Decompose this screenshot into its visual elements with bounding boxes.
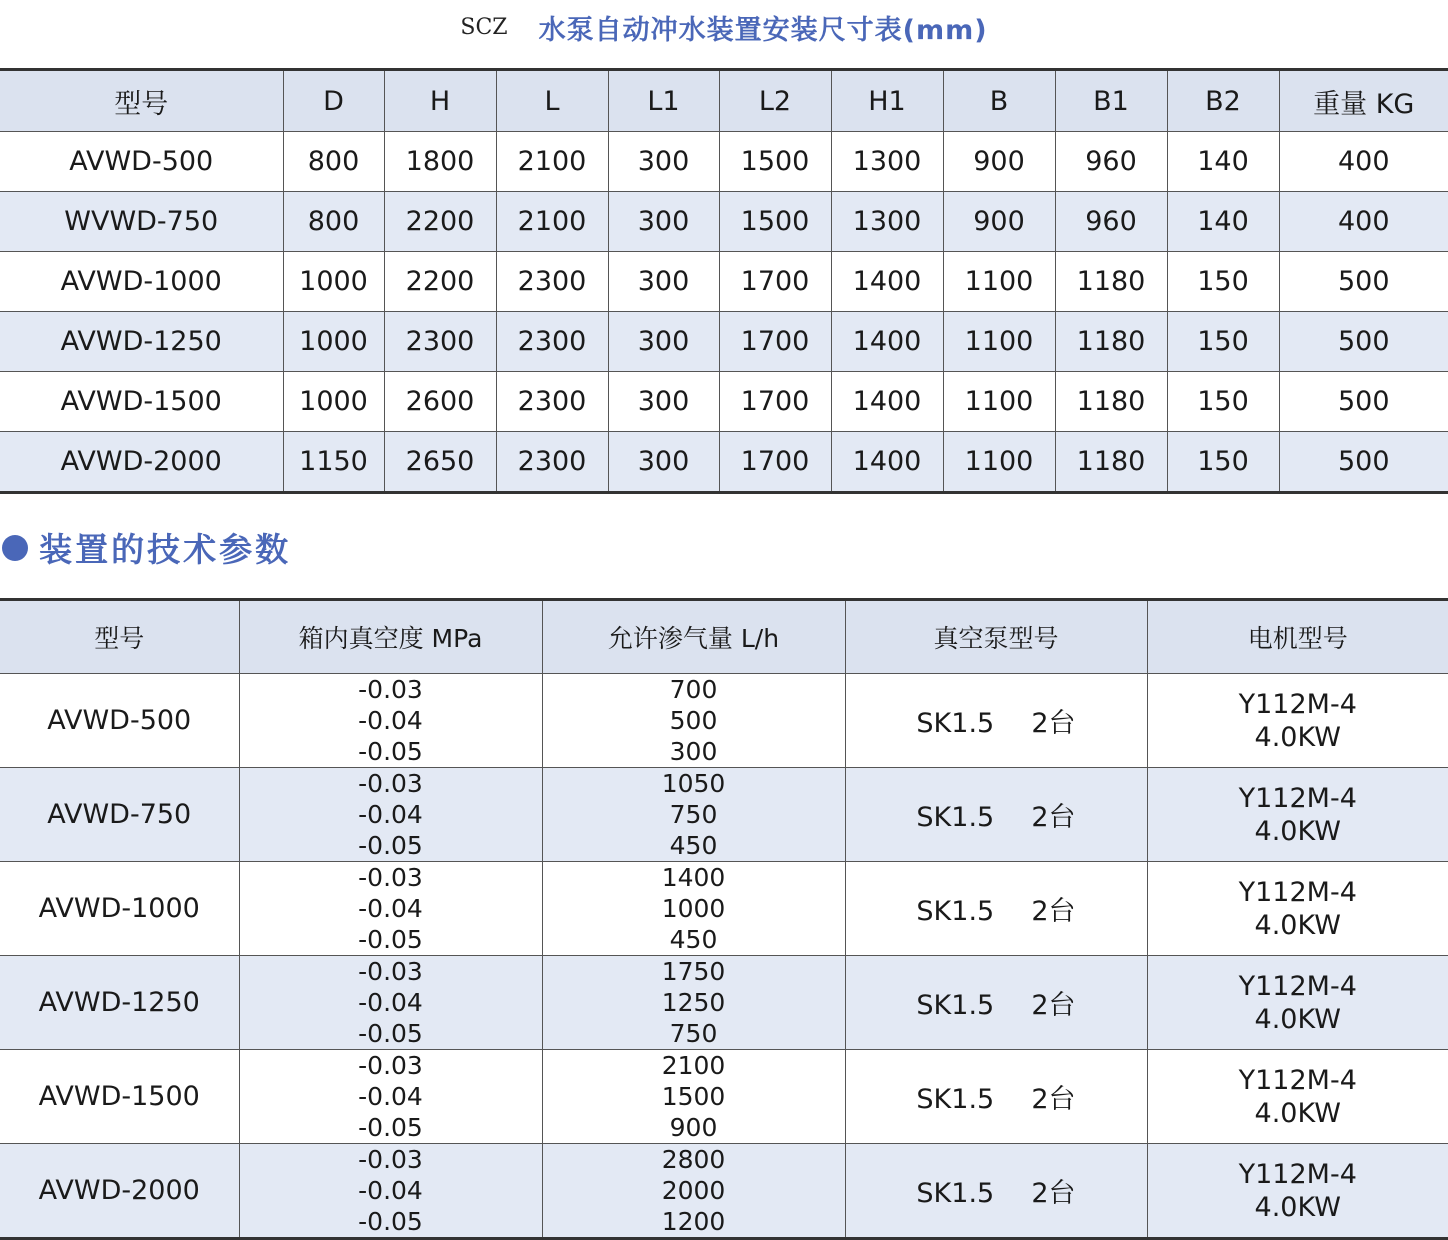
table-cell: 2300 xyxy=(384,312,496,372)
motor-value: 4.0KW xyxy=(1148,909,1448,942)
leak-value: 2800 xyxy=(543,1144,845,1175)
pump-cell xyxy=(845,1144,1147,1239)
bullet-icon xyxy=(2,535,28,561)
table-cell: 1300 xyxy=(831,192,943,252)
column-header: L xyxy=(496,70,608,132)
motor-value: Y112M-4 xyxy=(1148,1064,1448,1097)
table-cell: 300 xyxy=(608,132,719,192)
table-cell: 2300 xyxy=(496,372,608,432)
table-cell: 960 xyxy=(1055,132,1167,192)
leak-cell xyxy=(542,1144,845,1239)
leak-value: 1400 xyxy=(543,862,845,893)
page-title xyxy=(0,8,1448,48)
motor-value: Y112M-4 xyxy=(1148,876,1448,909)
table-cell: 1100 xyxy=(943,372,1055,432)
motor-stack xyxy=(1148,688,1448,754)
leak-value: 900 xyxy=(543,1112,845,1143)
pump-text: SK1.5 2台 xyxy=(916,990,1075,1021)
table-cell: 1500 xyxy=(719,132,831,192)
model-cell: AVWD-1500 xyxy=(0,372,283,432)
vacuum-value: -0.05 xyxy=(240,1018,542,1049)
motor-stack xyxy=(1148,1064,1448,1130)
vacuum-cell xyxy=(239,1144,542,1239)
leak-stack xyxy=(543,862,845,955)
leak-value: 750 xyxy=(543,799,845,830)
column-header: 型号 xyxy=(0,70,283,132)
table-row xyxy=(0,862,1448,956)
vacuum-stack xyxy=(240,768,542,861)
vacuum-value: -0.03 xyxy=(240,674,542,705)
motor-stack xyxy=(1148,970,1448,1036)
table-cell: 1700 xyxy=(719,312,831,372)
table-cell: 2200 xyxy=(384,252,496,312)
column-header: 重量 KG xyxy=(1279,70,1448,132)
table-cell: 900 xyxy=(943,132,1055,192)
vacuum-value: -0.03 xyxy=(240,956,542,987)
model-text: AVWD-1250 xyxy=(39,987,200,1018)
leak-value: 1750 xyxy=(543,956,845,987)
vacuum-value: -0.03 xyxy=(240,768,542,799)
table-cell: 300 xyxy=(608,432,719,493)
model-cell: AVWD-500 xyxy=(0,132,283,192)
motor-value: 4.0KW xyxy=(1148,721,1448,754)
motor-stack xyxy=(1148,1158,1448,1224)
motor-stack xyxy=(1148,876,1448,942)
model-cell xyxy=(0,768,239,862)
column-header: D xyxy=(283,70,384,132)
column-header: 允许渗气量 L/h xyxy=(542,600,845,674)
leak-cell xyxy=(542,1050,845,1144)
model-cell xyxy=(0,1144,239,1239)
pump-cell xyxy=(845,956,1147,1050)
vacuum-value: -0.05 xyxy=(240,1206,542,1237)
table-cell: 500 xyxy=(1279,372,1448,432)
model-text: AVWD-750 xyxy=(47,799,191,830)
vacuum-cell xyxy=(239,1050,542,1144)
pump-text: SK1.5 2台 xyxy=(916,896,1075,927)
table-cell: 2300 xyxy=(496,252,608,312)
pump-text: SK1.5 2台 xyxy=(916,1178,1075,1209)
tech-params-table xyxy=(0,598,1448,1240)
table-cell: 400 xyxy=(1279,192,1448,252)
dimensions-header-row xyxy=(0,70,1448,132)
model-text: AVWD-2000 xyxy=(39,1175,200,1206)
model-cell: AVWD-1000 xyxy=(0,252,283,312)
table-cell: 500 xyxy=(1279,432,1448,493)
vacuum-value: -0.04 xyxy=(240,799,542,830)
model-cell xyxy=(0,1050,239,1144)
title-prefix: SCZ xyxy=(460,15,507,40)
table-cell: 1180 xyxy=(1055,252,1167,312)
table-cell: 300 xyxy=(608,312,719,372)
leak-stack xyxy=(543,1050,845,1143)
table-row xyxy=(0,674,1448,768)
vacuum-stack xyxy=(240,956,542,1049)
column-header: 型号 xyxy=(0,600,239,674)
leak-cell xyxy=(542,768,845,862)
table-cell: 300 xyxy=(608,192,719,252)
vacuum-value: -0.04 xyxy=(240,893,542,924)
motor-cell xyxy=(1147,1144,1448,1239)
vacuum-cell xyxy=(239,674,542,768)
table-cell: 2100 xyxy=(496,192,608,252)
table-row xyxy=(0,1144,1448,1239)
vacuum-value: -0.04 xyxy=(240,1081,542,1112)
leak-stack xyxy=(543,956,845,1049)
leak-value: 2000 xyxy=(543,1175,845,1206)
model-cell: AVWD-2000 xyxy=(0,432,283,493)
motor-value: 4.0KW xyxy=(1148,1097,1448,1130)
motor-value: Y112M-4 xyxy=(1148,1158,1448,1191)
table-cell: 1100 xyxy=(943,312,1055,372)
leak-cell xyxy=(542,674,845,768)
pump-cell xyxy=(845,768,1147,862)
motor-value: Y112M-4 xyxy=(1148,688,1448,721)
table-cell: 140 xyxy=(1167,132,1279,192)
table-cell: 1400 xyxy=(831,312,943,372)
vacuum-stack xyxy=(240,1144,542,1237)
table-cell: 1000 xyxy=(283,372,384,432)
column-header: H xyxy=(384,70,496,132)
pump-text: SK1.5 2台 xyxy=(916,1084,1075,1115)
leak-value: 2100 xyxy=(543,1050,845,1081)
table-cell: 1400 xyxy=(831,432,943,493)
table-cell: 1000 xyxy=(283,312,384,372)
table-cell: 2600 xyxy=(384,372,496,432)
table-cell: 2100 xyxy=(496,132,608,192)
dimensions-table xyxy=(0,68,1448,494)
leak-value: 500 xyxy=(543,705,845,736)
column-header: H1 xyxy=(831,70,943,132)
motor-cell xyxy=(1147,768,1448,862)
table-cell: 1300 xyxy=(831,132,943,192)
table-cell: 1180 xyxy=(1055,372,1167,432)
table-cell: 1100 xyxy=(943,252,1055,312)
tech-header-row xyxy=(0,600,1448,674)
motor-cell xyxy=(1147,674,1448,768)
table-row xyxy=(0,312,1448,372)
table-cell: 150 xyxy=(1167,432,1279,493)
column-header: B2 xyxy=(1167,70,1279,132)
column-header: 电机型号 xyxy=(1147,600,1448,674)
table-cell: 1700 xyxy=(719,252,831,312)
table-row xyxy=(0,252,1448,312)
vacuum-value: -0.03 xyxy=(240,1144,542,1175)
table-cell: 1000 xyxy=(283,252,384,312)
column-header: L1 xyxy=(608,70,719,132)
leak-cell xyxy=(542,956,845,1050)
table-cell: 1400 xyxy=(831,252,943,312)
table-cell: 400 xyxy=(1279,132,1448,192)
vacuum-value: -0.03 xyxy=(240,1050,542,1081)
table-cell: 2200 xyxy=(384,192,496,252)
model-cell xyxy=(0,862,239,956)
leak-value: 1000 xyxy=(543,893,845,924)
leak-value: 300 xyxy=(543,736,845,767)
pump-text: SK1.5 2台 xyxy=(916,802,1075,833)
model-cell: AVWD-1250 xyxy=(0,312,283,372)
leak-value: 450 xyxy=(543,830,845,861)
table-cell: 2650 xyxy=(384,432,496,493)
motor-value: Y112M-4 xyxy=(1148,970,1448,1003)
leak-value: 700 xyxy=(543,674,845,705)
motor-cell xyxy=(1147,1050,1448,1144)
table-cell: 140 xyxy=(1167,192,1279,252)
table-row xyxy=(0,432,1448,493)
table-cell: 500 xyxy=(1279,252,1448,312)
leak-value: 450 xyxy=(543,924,845,955)
column-header: B xyxy=(943,70,1055,132)
column-header: L2 xyxy=(719,70,831,132)
section-heading-text: 装置的技术参数 xyxy=(39,530,291,569)
table-row xyxy=(0,956,1448,1050)
leak-stack xyxy=(543,674,845,767)
model-text: AVWD-1000 xyxy=(39,893,200,924)
column-header: 真空泵型号 xyxy=(845,600,1147,674)
vacuum-stack xyxy=(240,862,542,955)
vacuum-value: -0.05 xyxy=(240,924,542,955)
vacuum-value: -0.04 xyxy=(240,987,542,1018)
model-text: AVWD-1500 xyxy=(39,1081,200,1112)
leak-value: 1200 xyxy=(543,1206,845,1237)
section-heading xyxy=(2,524,291,570)
model-cell xyxy=(0,956,239,1050)
vacuum-value: -0.04 xyxy=(240,705,542,736)
model-cell: WVWD-750 xyxy=(0,192,283,252)
table-cell: 1400 xyxy=(831,372,943,432)
table-cell: 900 xyxy=(943,192,1055,252)
motor-stack xyxy=(1148,782,1448,848)
table-cell: 1100 xyxy=(943,432,1055,493)
title-text: 水泵自动冲水装置安装尺寸表(mm) xyxy=(539,15,988,46)
vacuum-value: -0.05 xyxy=(240,1112,542,1143)
motor-value: Y112M-4 xyxy=(1148,782,1448,815)
pump-cell xyxy=(845,674,1147,768)
table-cell: 1700 xyxy=(719,432,831,493)
table-cell: 1500 xyxy=(719,192,831,252)
leak-cell xyxy=(542,862,845,956)
leak-value: 1500 xyxy=(543,1081,845,1112)
model-text: AVWD-500 xyxy=(47,705,191,736)
vacuum-cell xyxy=(239,862,542,956)
motor-value: 4.0KW xyxy=(1148,1191,1448,1224)
table-cell: 1180 xyxy=(1055,312,1167,372)
table-cell: 150 xyxy=(1167,372,1279,432)
table-cell: 2300 xyxy=(496,432,608,493)
table-row xyxy=(0,1050,1448,1144)
table-row xyxy=(0,768,1448,862)
motor-cell xyxy=(1147,956,1448,1050)
pump-cell xyxy=(845,1050,1147,1144)
motor-cell xyxy=(1147,862,1448,956)
table-cell: 150 xyxy=(1167,312,1279,372)
table-cell: 960 xyxy=(1055,192,1167,252)
column-header: B1 xyxy=(1055,70,1167,132)
model-cell xyxy=(0,674,239,768)
motor-value: 4.0KW xyxy=(1148,815,1448,848)
table-row xyxy=(0,192,1448,252)
table-cell: 1150 xyxy=(283,432,384,493)
table-cell: 1800 xyxy=(384,132,496,192)
table-cell: 300 xyxy=(608,252,719,312)
table-cell: 300 xyxy=(608,372,719,432)
leak-value: 750 xyxy=(543,1018,845,1049)
table-cell: 1180 xyxy=(1055,432,1167,493)
pump-text: SK1.5 2台 xyxy=(916,708,1075,739)
table-cell: 1700 xyxy=(719,372,831,432)
vacuum-value: -0.03 xyxy=(240,862,542,893)
table-cell: 500 xyxy=(1279,312,1448,372)
table-cell: 800 xyxy=(283,192,384,252)
table-row xyxy=(0,372,1448,432)
column-header: 箱内真空度 MPa xyxy=(239,600,542,674)
vacuum-value: -0.05 xyxy=(240,830,542,861)
table-cell: 800 xyxy=(283,132,384,192)
leak-value: 1050 xyxy=(543,768,845,799)
vacuum-stack xyxy=(240,674,542,767)
leak-stack xyxy=(543,1144,845,1237)
vacuum-value: -0.04 xyxy=(240,1175,542,1206)
leak-stack xyxy=(543,768,845,861)
vacuum-value: -0.05 xyxy=(240,736,542,767)
vacuum-cell xyxy=(239,956,542,1050)
table-row xyxy=(0,132,1448,192)
table-cell: 2300 xyxy=(496,312,608,372)
motor-value: 4.0KW xyxy=(1148,1003,1448,1036)
vacuum-cell xyxy=(239,768,542,862)
vacuum-stack xyxy=(240,1050,542,1143)
table-cell: 150 xyxy=(1167,252,1279,312)
pump-cell xyxy=(845,862,1147,956)
leak-value: 1250 xyxy=(543,987,845,1018)
